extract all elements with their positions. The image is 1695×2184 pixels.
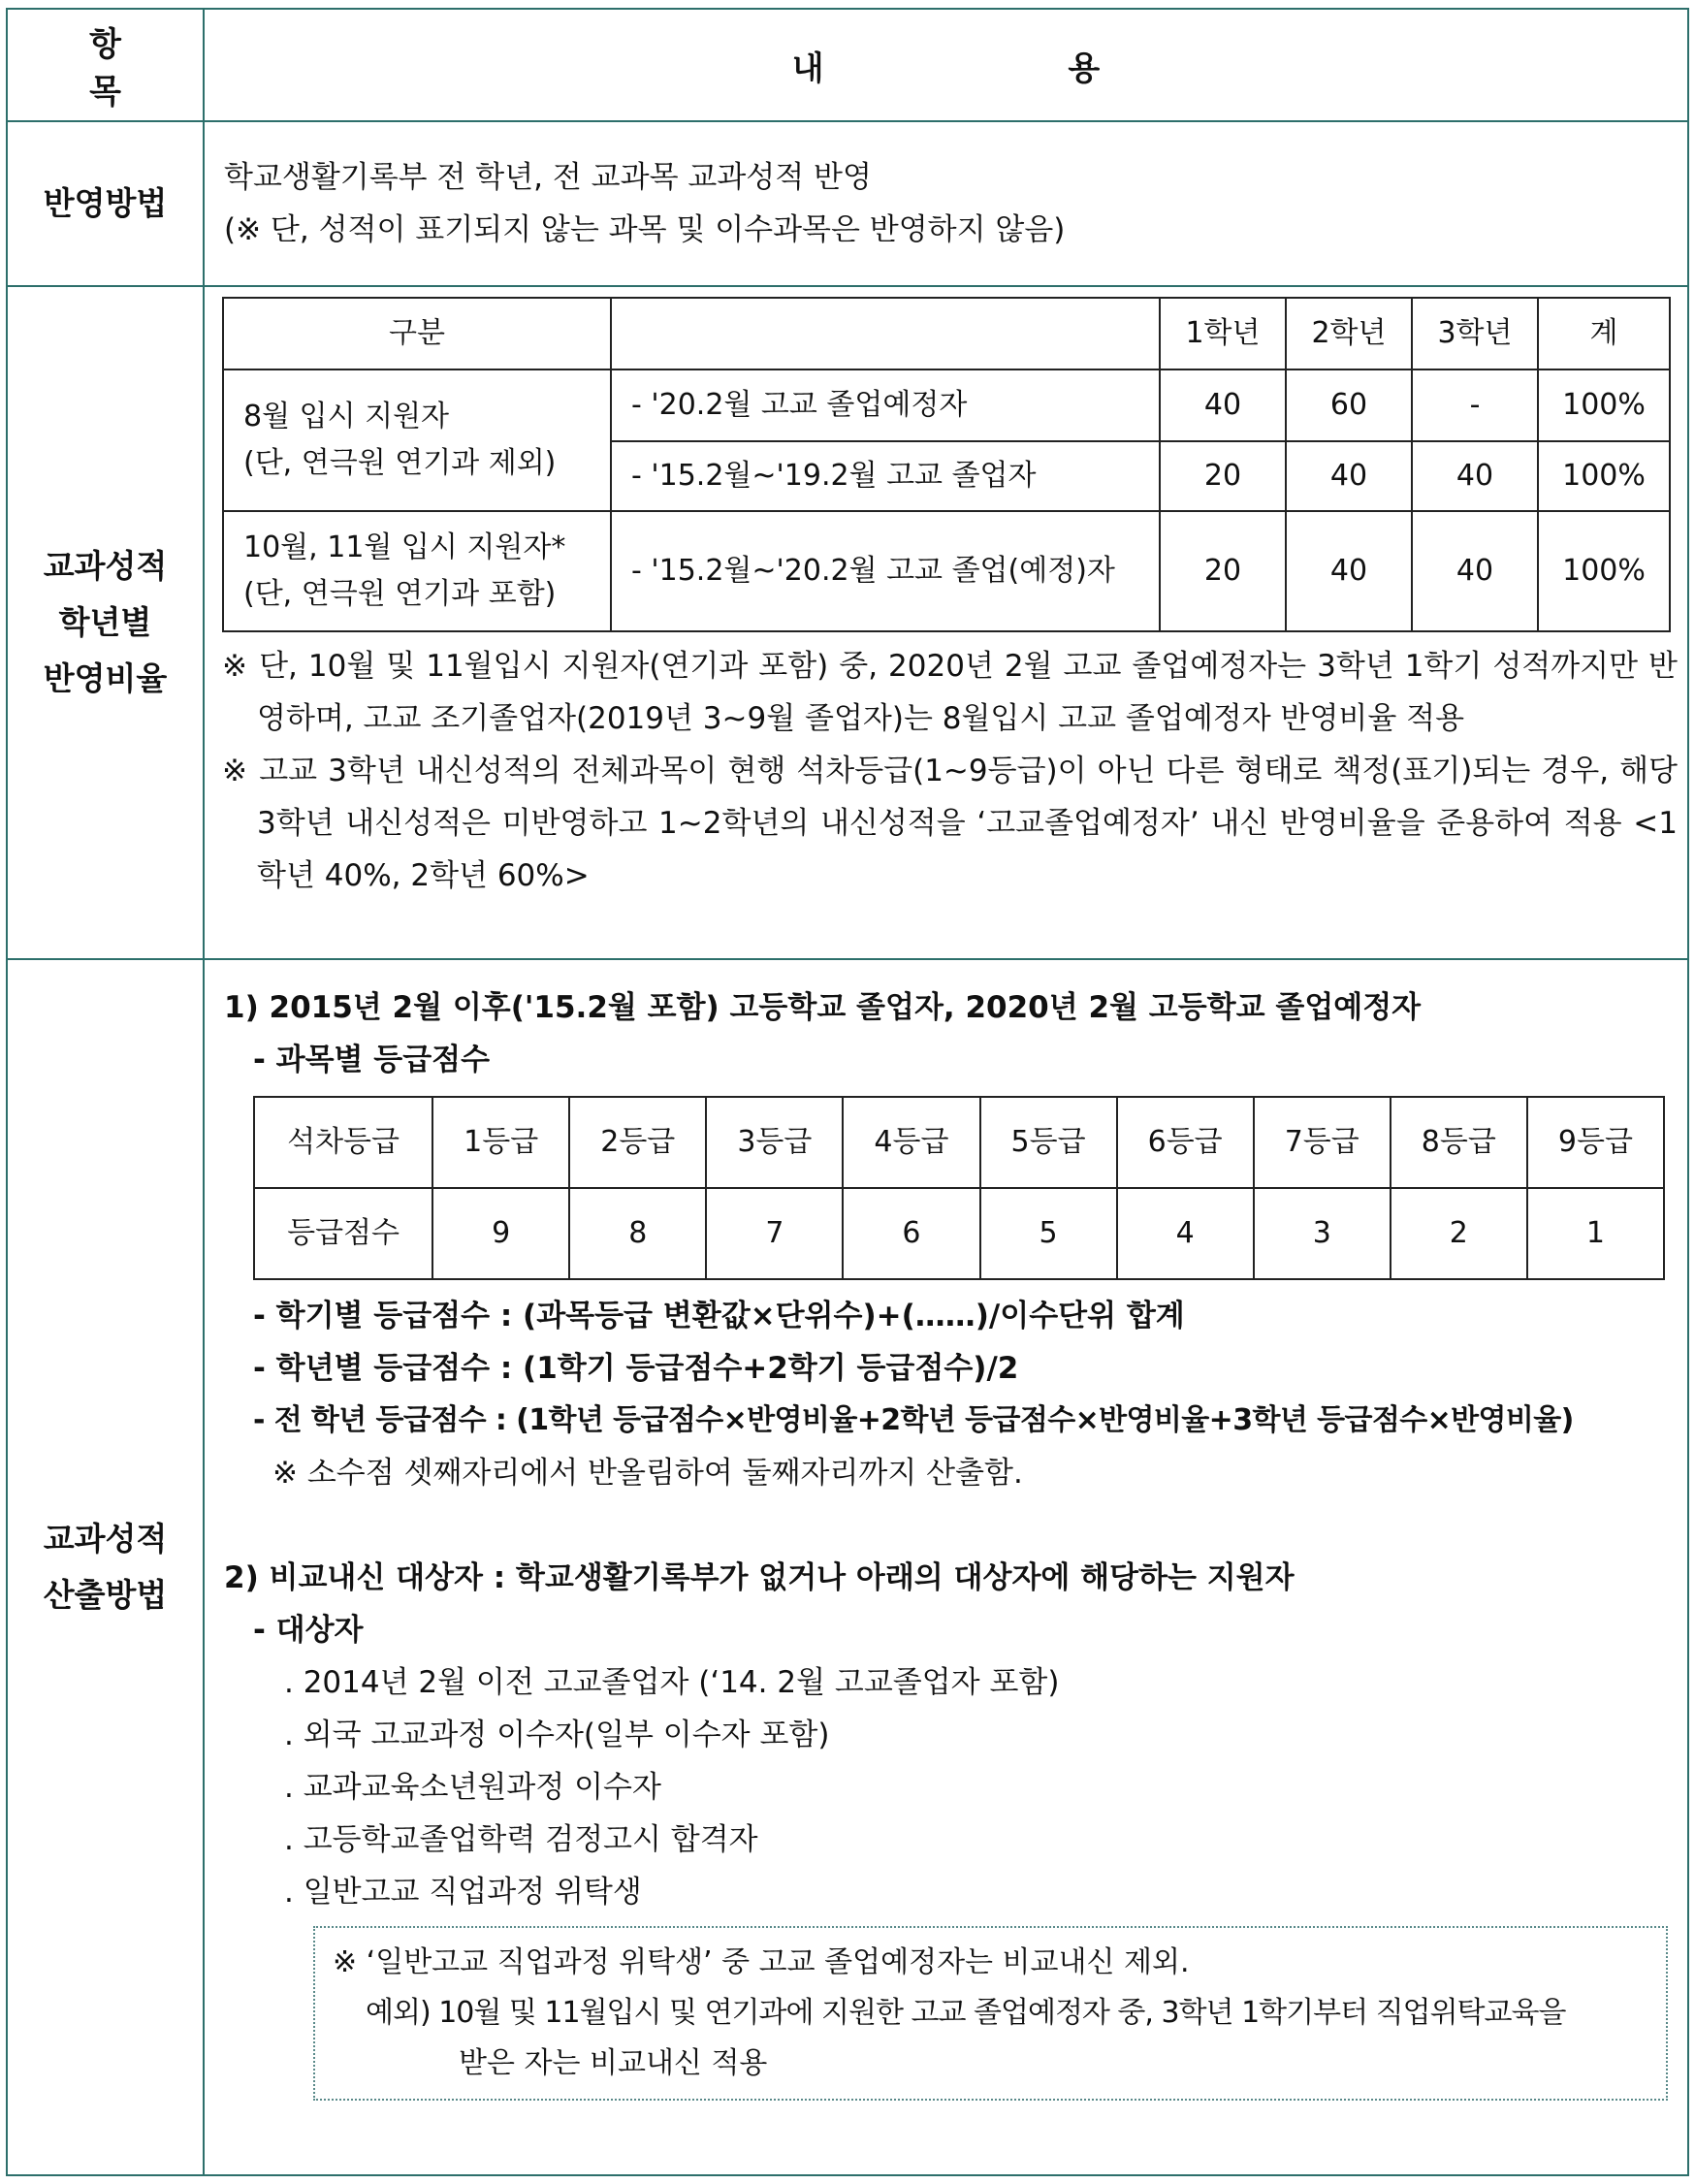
grade-table — [253, 1096, 1665, 1280]
list-item: . 외국 고교과정 이수자(일부 이수자 포함) — [284, 1718, 830, 1752]
row-desc: - '15.2월~'19.2월 고교 졸업자 — [611, 441, 1160, 511]
grade-cell: 2등급 — [569, 1097, 706, 1188]
grade-cell: 8등급 — [1391, 1097, 1527, 1188]
grade-cell: 3등급 — [706, 1097, 843, 1188]
table-row — [223, 369, 1670, 441]
exception-line-2: 예외) 10월 및 11월입시 및 연기과에 지원한 고교 졸업예정자 중, 3학년 1학기부터 직업위탁교육을 — [366, 1996, 1566, 2030]
grade-cell: 1등급 — [432, 1097, 569, 1188]
calc-row — [7, 959, 1688, 2175]
group-august-note: (단, 연극원 연기과 제외) — [243, 446, 557, 480]
formula-year: - 학년별 등급점수 : (1학기 등급점수+2학기 등급점수)/2 — [253, 1351, 1019, 1386]
row-total: 100% — [1538, 441, 1670, 511]
row-total: 100% — [1538, 511, 1670, 631]
group-oct-nov-note: (단, 연극원 연기과 포함) — [243, 577, 557, 611]
section1-subtitle: - 과목별 등급점수 — [253, 1043, 491, 1077]
score-cell: 2 — [1391, 1188, 1527, 1279]
head-year3: 3학년 — [1412, 298, 1538, 369]
row-year2: 40 — [1286, 511, 1412, 631]
section2-subtitle: - 대상자 — [253, 1613, 364, 1648]
spacer — [224, 1499, 1678, 1552]
list-item: . 고등학교졸업학력 검정고시 합격자 — [284, 1822, 758, 1857]
row-year1: 20 — [1160, 441, 1286, 511]
head-blank — [611, 298, 1160, 369]
row-year3: 40 — [1412, 441, 1538, 511]
group-august-name: 8월 입시 지원자 — [243, 400, 450, 434]
head-year2: 2학년 — [1286, 298, 1412, 369]
list-item: . 교과교육소년원과정 이수자 — [284, 1770, 661, 1805]
list-item: . 2014년 2월 이전 고교졸업자 (‘14. 2월 고교졸업자 포함) — [284, 1665, 1060, 1700]
row-desc: - '15.2월~'20.2월 고교 졸업(예정)자 — [611, 511, 1160, 631]
calc-label — [7, 959, 204, 2175]
ratio-note-1: ※ 단, 10월 및 11월입시 지원자(연기과 포함) 중, 2020년 2월 고교 졸업예정자는 3학년 1학기 성적까지만 반영하며, 고교 조기졸업자(2019년 3~9월 졸업자)는 8월입시 고교 졸업예정자 반영비율 적용 — [222, 649, 1678, 736]
list-item: . 일반고교 직업과정 위탁생 — [284, 1875, 642, 1910]
grade-label: 석차등급 — [254, 1097, 432, 1188]
score-cell: 4 — [1117, 1188, 1254, 1279]
row-year3: 40 — [1412, 511, 1538, 631]
header-row — [7, 9, 1688, 121]
score-cell: 3 — [1254, 1188, 1391, 1279]
method-line-1: 학교생활기록부 전 학년, 전 교과목 교과성적 반영 — [224, 160, 872, 195]
calc-label-1: 교과성적 — [43, 1520, 168, 1558]
group-oct-nov — [223, 511, 611, 631]
score-cell: 7 — [706, 1188, 843, 1279]
exception-note-box — [313, 1926, 1668, 2101]
score-cell: 9 — [432, 1188, 569, 1279]
row-desc: - '20.2월 고교 졸업예정자 — [611, 369, 1160, 441]
exception-line-1: ※ ‘일반고교 직업과정 위탁생’ 중 고교 졸업예정자는 비교내신 제외. — [333, 1945, 1190, 1979]
score-row — [254, 1188, 1664, 1279]
method-row — [7, 121, 1688, 286]
ratio-label-1: 교과성적 — [43, 547, 168, 585]
method-label: 반영방법 — [7, 121, 204, 286]
formula-note: ※ 소수점 셋째자리에서 반올림하여 둘째자리까지 산출함. — [272, 1456, 1023, 1491]
ratio-note-2: ※ 고교 3학년 내신성적의 전체과목이 현행 석차등급(1~9등급)이 아닌 다른 형태로 책정(표기)되는 경우, 해당 3학년 내신성적은 미반영하고 1~2학년의 내신성적을 ‘고교졸업예정자’ 내신 반영비율을 준용하여 적용 <1학년 40%, 2학년 60%> — [222, 754, 1678, 893]
grade-cell: 4등급 — [843, 1097, 979, 1188]
method-line-2: (※ 단, 성적이 표기되지 않는 과목 및 이수과목은 반영하지 않음) — [224, 212, 1066, 247]
score-cell: 5 — [980, 1188, 1117, 1279]
head-year1: 1학년 — [1160, 298, 1286, 369]
formula-semester: - 학기별 등급점수 : (과목등급 변환값×단위수)+(……)/이수단위 합계 — [253, 1299, 1185, 1333]
row-year2: 60 — [1286, 369, 1412, 441]
section2-title: 2) 비교내신 대상자 : 학교생활기록부가 없거나 아래의 대상자에 해당하는 지원자 — [224, 1560, 1295, 1595]
score-cell: 6 — [843, 1188, 979, 1279]
ratio-table-head — [223, 298, 1670, 369]
calc-label-2: 산출방법 — [43, 1576, 168, 1614]
group-oct-nov-name: 10월, 11월 입시 지원자* — [243, 530, 566, 564]
ratio-label-3: 반영비율 — [43, 659, 168, 697]
head-total: 계 — [1538, 298, 1670, 369]
ratio-row — [7, 286, 1688, 959]
formula-total: - 전 학년 등급점수 : (1학년 등급점수×반영비율+2학년 등급점수×반영비율+3학년 등급점수×반영비율) — [253, 1403, 1574, 1437]
header-content: 내 용 — [204, 9, 1688, 121]
table-row — [223, 511, 1670, 631]
row-year2: 40 — [1286, 441, 1412, 511]
section1-title: 1) 2015년 2월 이후('15.2월 포함) 고등학교 졸업자, 2020년 2월 고등학교 졸업예정자 — [224, 990, 1422, 1025]
admission-criteria-table — [6, 8, 1689, 2176]
grade-cell: 9등급 — [1527, 1097, 1664, 1188]
score-cell: 8 — [569, 1188, 706, 1279]
score-cell: 1 — [1527, 1188, 1664, 1279]
head-category: 구분 — [223, 298, 611, 369]
row-total: 100% — [1538, 369, 1670, 441]
grade-cell: 5등급 — [980, 1097, 1117, 1188]
group-august — [223, 369, 611, 511]
row-year1: 40 — [1160, 369, 1286, 441]
score-label: 등급점수 — [254, 1188, 432, 1279]
grade-row — [254, 1097, 1664, 1188]
grade-cell: 6등급 — [1117, 1097, 1254, 1188]
row-year1: 20 — [1160, 511, 1286, 631]
ratio-table — [222, 297, 1671, 632]
exception-line-3: 받은 자는 비교내신 적용 — [459, 2046, 768, 2080]
ratio-label-2: 학년별 — [58, 603, 152, 641]
grade-cell: 7등급 — [1254, 1097, 1391, 1188]
header-item: 항 목 — [7, 9, 204, 121]
ratio-label — [7, 286, 204, 959]
row-year3: - — [1412, 369, 1538, 441]
